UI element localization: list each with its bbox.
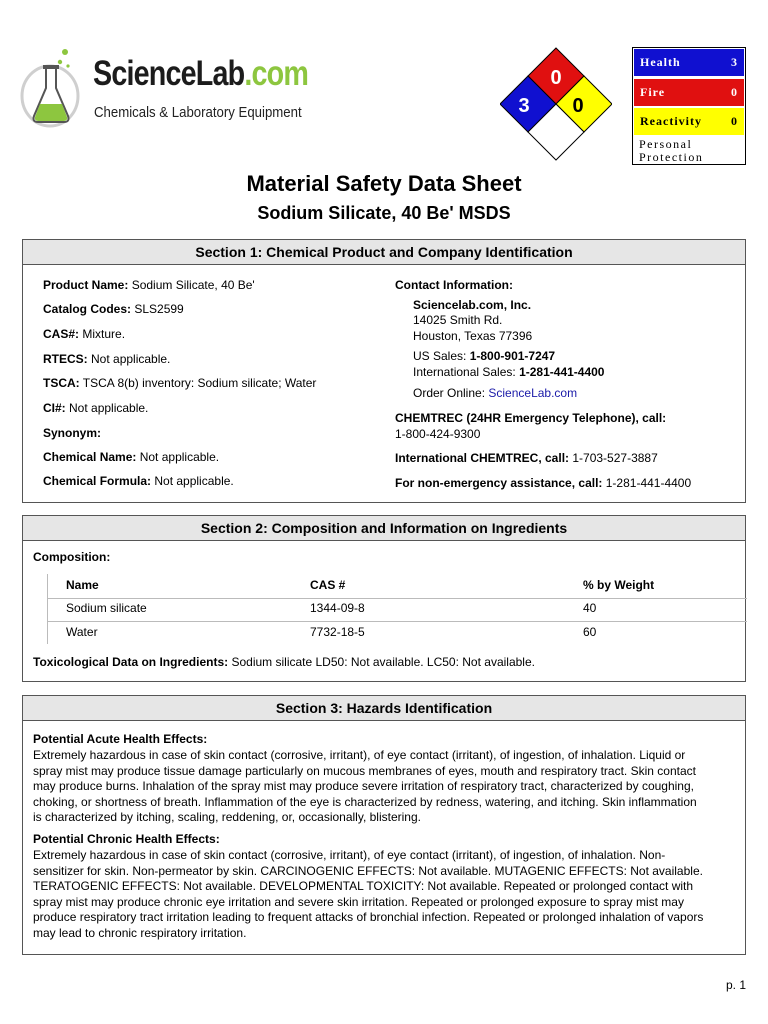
hmis-fire-label: Fire bbox=[640, 85, 666, 99]
hmis-health-value: 3 bbox=[731, 55, 738, 69]
product-name-field: Product Name: Sodium Silicate, 40 Be' bbox=[43, 278, 255, 292]
hmis-reactivity-label: Reactivity bbox=[640, 114, 702, 128]
document-subtitle: Sodium Silicate, 40 Be' MSDS bbox=[257, 203, 511, 223]
ci-field: CI#: Not applicable. bbox=[43, 401, 149, 415]
chronic-effects-label: Potential Chronic Health Effects: bbox=[33, 832, 220, 846]
order-online: Order Online: ScienceLab.com bbox=[413, 386, 578, 400]
section-2 bbox=[22, 515, 746, 682]
address-line-2: Houston, Texas 77396 bbox=[413, 329, 533, 343]
synonym-field: Synonym: bbox=[43, 426, 102, 440]
rtecs-field: RTECS: Not applicable. bbox=[43, 352, 171, 366]
chronic-effects-text: Extremely hazardous in case of skin contact (corrosive, irritant), of eye contact (irritant), of ingestion, of inhalation. Non- sensitizer for skin. Non-permeator by skin. CARCINOGENIC EFFECTS: Not available. MUTAGENIC EFFECTS: Not available. TERATOGENIC EFFECTS: Not available. DEVELOPMENTAL TOXICITY: Not available. Repeated or prolonged contact with spray mist may produce chronic eye irritation and severe skin irritation. Repeated or prolonged exposure to spray mist may produce respiratory tract irritation leading to frequent attacks of bronchial infection. Repeated or prolonged inhalation of vapors may lead to chronic respiratory irritation. bbox=[33, 848, 704, 940]
contact-heading: Contact Information: bbox=[395, 278, 513, 292]
hmis-fire-value: 0 bbox=[731, 85, 738, 99]
acute-effects-label: Potential Acute Health Effects: bbox=[33, 732, 208, 746]
international-sales: International Sales: 1-281-441-4400 bbox=[413, 365, 605, 379]
toxicological-data: Toxicological Data on Ingredients: Sodium silicate LD50: Not available. LC50: Not available. bbox=[33, 655, 535, 669]
address-line-1: 14025 Smith Rd. bbox=[413, 313, 503, 327]
document-title: Material Safety Data Sheet bbox=[246, 171, 522, 196]
section-2-heading: Section 2: Composition and Information on Ingredients bbox=[23, 516, 745, 541]
table-cell: Sodium silicate bbox=[66, 601, 147, 615]
acute-effects-text: Extremely hazardous in case of skin contact (corrosive, irritant), of eye contact (irritant), of ingestion, of inhalation. Liquid or spray mist may produce tissue damage particularly on mucous membranes of eyes, mouth and respiratory tract. Skin contact may produce burns. Inhalation of the spray mist may produce severe irritation of respiratory tract, characterized by coughing, choking, or shortness of breath. Inflammation of the eye is characterized by redness, watering, and itching. Skin inflammation is characterized by itching, scaling, reddening, or, occasionally, blistering. bbox=[33, 748, 697, 824]
table-cell: 40 bbox=[583, 601, 597, 615]
logo-tagline: Chemicals & Laboratory Equipment bbox=[94, 104, 302, 121]
table-divider bbox=[47, 598, 747, 599]
table-divider bbox=[47, 621, 747, 622]
us-sales: US Sales: 1-800-901-7247 bbox=[413, 349, 556, 363]
section-3-heading: Section 3: Hazards Identification bbox=[23, 696, 745, 721]
table-cell: 60 bbox=[583, 625, 597, 639]
hmis-reactivity-value: 0 bbox=[731, 114, 738, 128]
hmis-reactivity-row bbox=[634, 108, 744, 135]
chemtrec-phone: 1-800-424-9300 bbox=[395, 427, 481, 441]
hmis-rating-box bbox=[632, 47, 746, 165]
company-name: Sciencelab.com, Inc. bbox=[413, 298, 532, 312]
table-cell: 7732-18-5 bbox=[310, 625, 365, 639]
cas-field: CAS#: Mixture. bbox=[43, 327, 126, 341]
nfpa-diamond bbox=[500, 46, 612, 164]
nfpa-health-value: 3 bbox=[518, 95, 530, 117]
table-cell: Water bbox=[66, 625, 98, 639]
hmis-personal-protection: Personal Protection bbox=[639, 137, 704, 164]
page-number: p. 1 bbox=[725, 978, 746, 992]
catalog-codes-field: Catalog Codes: SLS2599 bbox=[43, 302, 184, 316]
section-1 bbox=[22, 239, 746, 503]
table-cell: 1344-09-8 bbox=[310, 601, 365, 615]
hmis-health-row bbox=[634, 49, 744, 76]
chemical-formula-field: Chemical Formula: Not applicable. bbox=[43, 474, 234, 488]
logo-wordmark: ScienceLab.com bbox=[93, 54, 309, 93]
international-chemtrec: International CHEMTREC, call: 1-703-527-3887 bbox=[395, 451, 658, 465]
table-left-border bbox=[47, 574, 48, 644]
column-header-weight: % by Weight bbox=[583, 578, 655, 592]
sciencelab-link[interactable]: ScienceLab.com bbox=[488, 386, 578, 400]
nfpa-fire-value: 0 bbox=[550, 67, 562, 89]
column-header-name: Name bbox=[66, 578, 99, 592]
hmis-fire-row bbox=[634, 79, 744, 106]
sciencelab-logo bbox=[20, 44, 309, 134]
chemical-name-field: Chemical Name: Not applicable. bbox=[43, 450, 220, 464]
hmis-health-label: Health bbox=[640, 55, 681, 69]
column-header-cas: CAS # bbox=[310, 578, 346, 592]
non-emergency-assistance: For non-emergency assistance, call: 1-281-441-4400 bbox=[395, 476, 692, 490]
section-1-heading: Section 1: Chemical Product and Company Identification bbox=[23, 240, 745, 265]
section-3 bbox=[22, 695, 746, 955]
tsca-field: TSCA: TSCA 8(b) inventory: Sodium silicate; Water bbox=[43, 376, 317, 390]
composition-label: Composition: bbox=[33, 550, 111, 564]
chemtrec-label: CHEMTREC (24HR Emergency Telephone), call: bbox=[395, 411, 667, 425]
nfpa-reactivity-value: 0 bbox=[572, 95, 584, 117]
flask-icon bbox=[20, 44, 92, 134]
